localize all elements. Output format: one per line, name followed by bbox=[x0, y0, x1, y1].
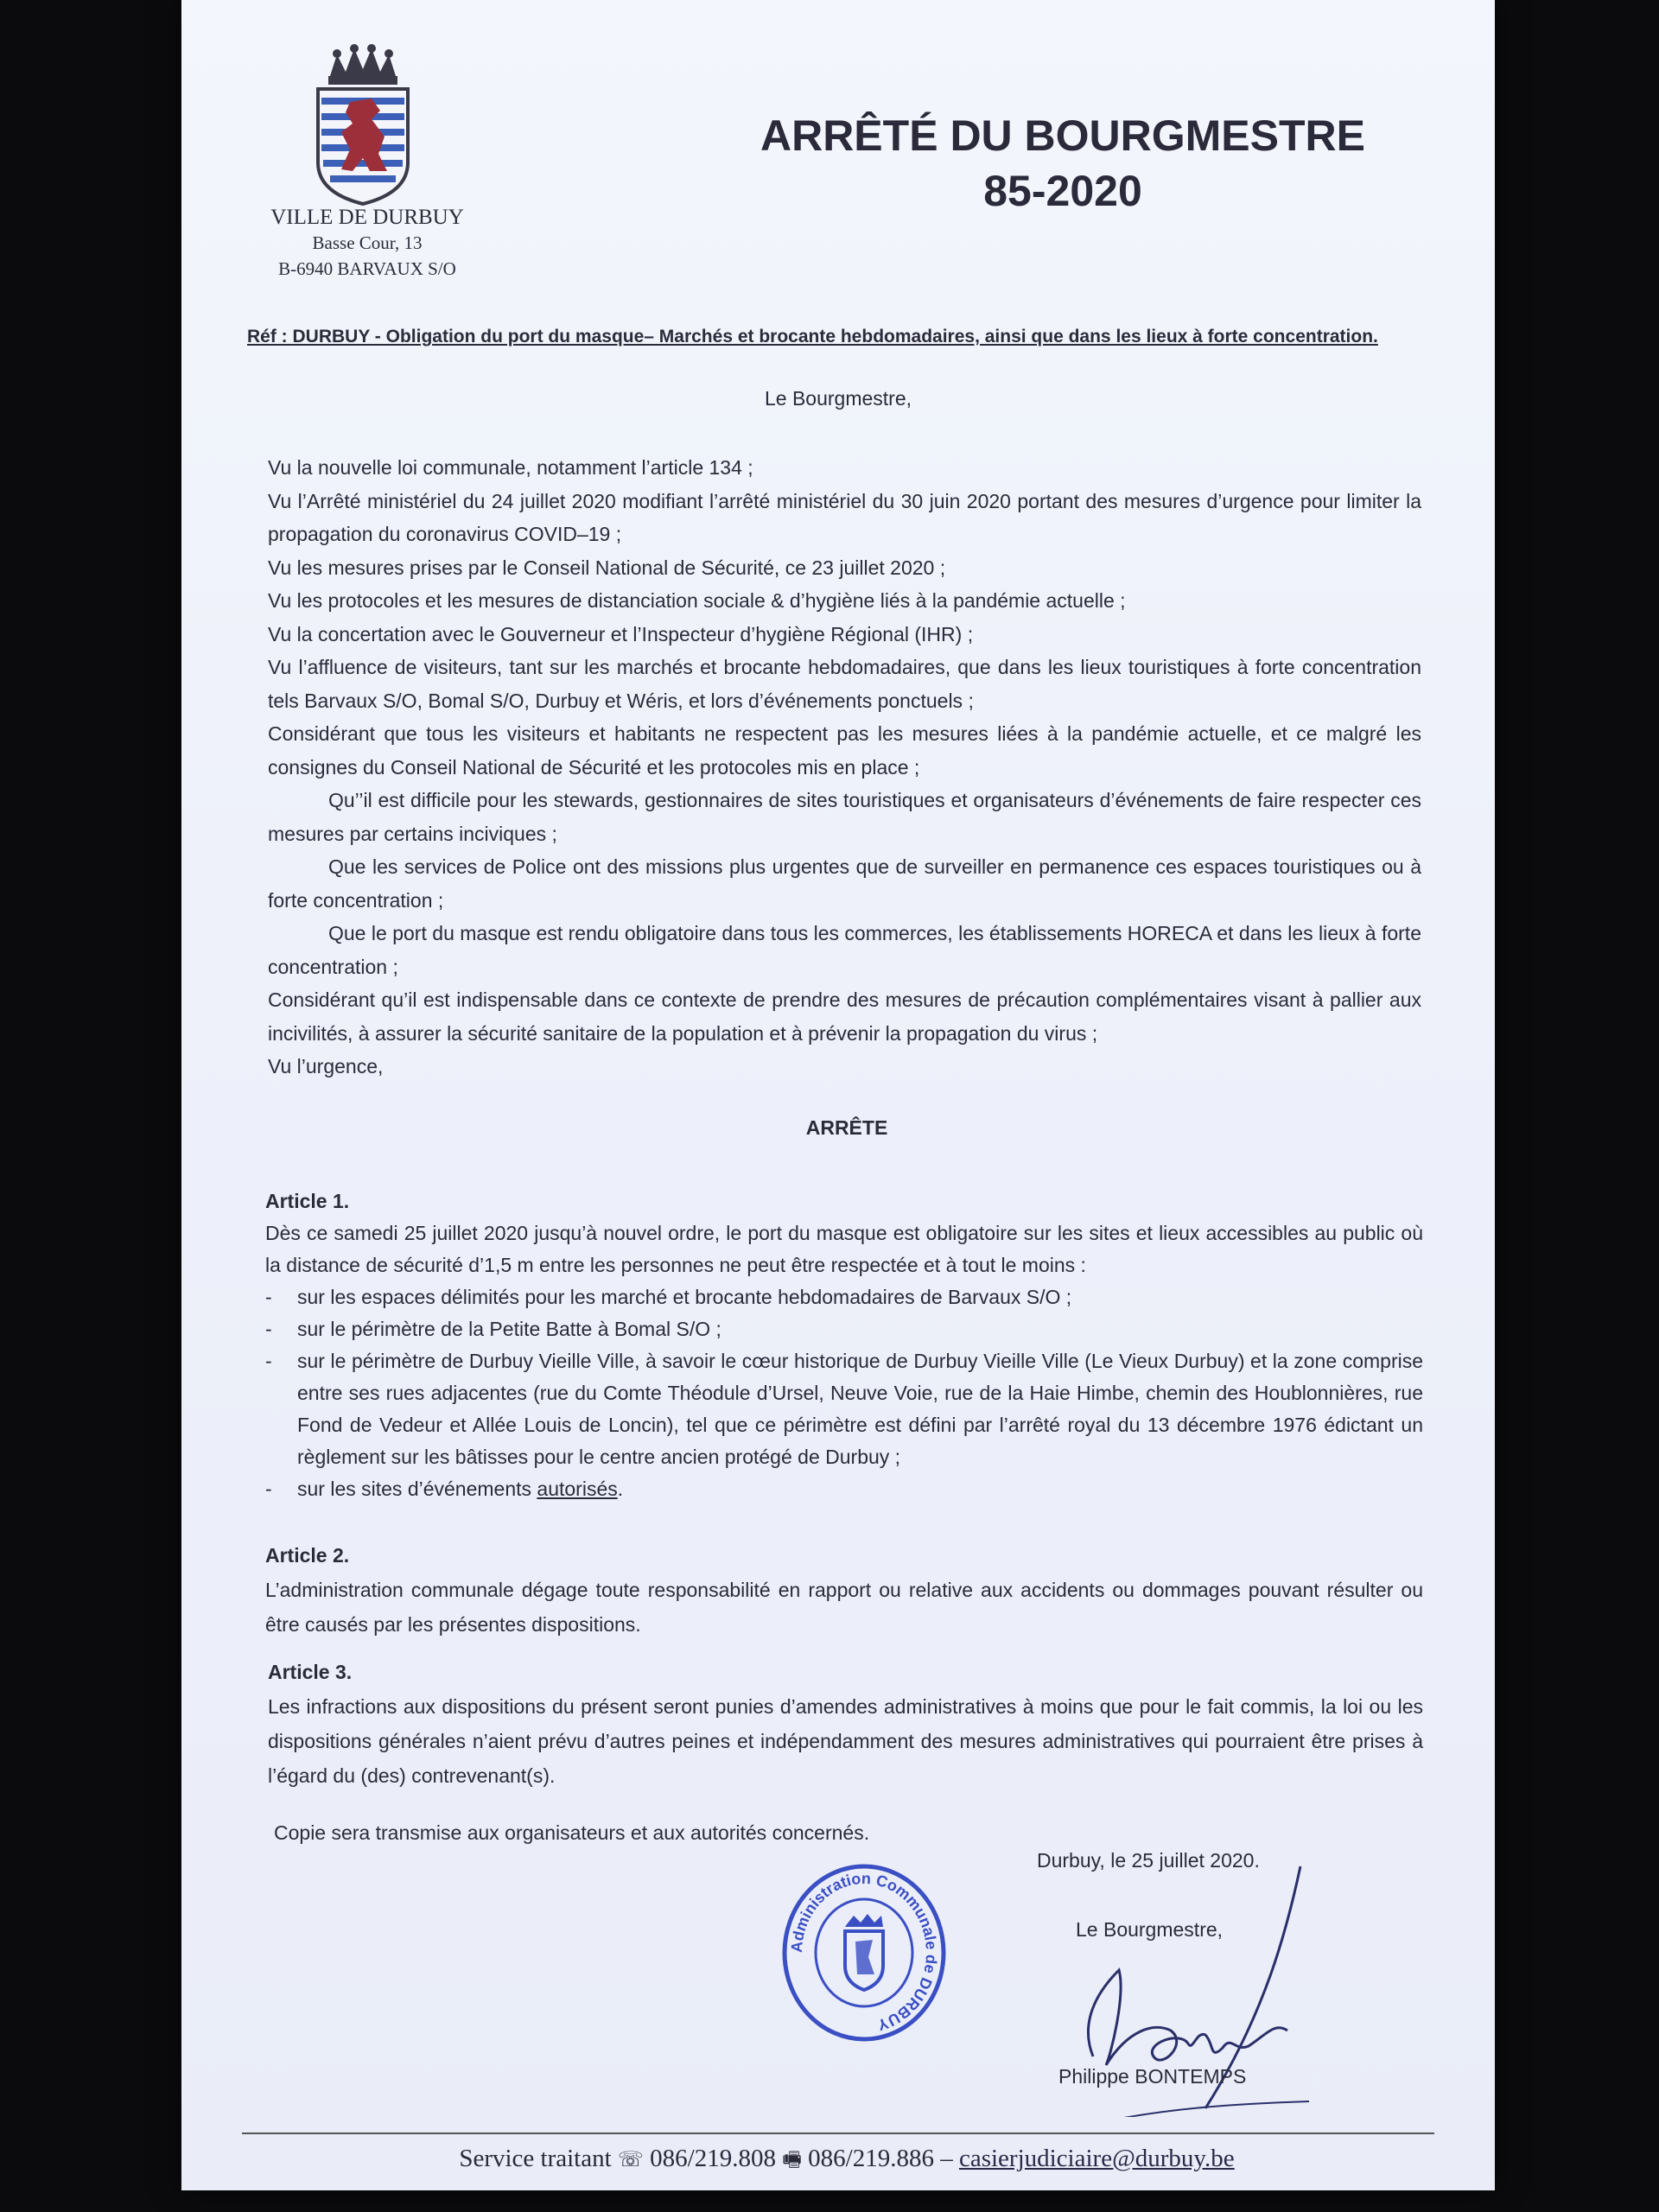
article-1-list bbox=[265, 1281, 1423, 1505]
address-line-2: B-6940 BARVAUX S/O bbox=[278, 258, 456, 279]
address-line-1: Basse Cour, 13 bbox=[312, 232, 423, 253]
list-item bbox=[265, 1281, 1423, 1313]
consideration: Vu l’Arrêté ministériel du 24 juillet 2020 modifiant l’arrêté ministériel du 30 juin 2020 portant des mesures d’urgence pour limiter la propagation du coronavirus COVID–19 ; bbox=[268, 489, 1421, 545]
phone-icon: ☏ bbox=[617, 2147, 644, 2171]
article-3 bbox=[268, 1655, 1423, 1793]
footer-fax: 086/219.886 bbox=[808, 2145, 934, 2172]
list-item bbox=[265, 1313, 1423, 1345]
list-item bbox=[265, 1345, 1423, 1473]
consideration: Que le port du masque est rendu obligatoire dans tous les commerces, les établissements HORECA et dans les lieux à forte concentration ; bbox=[268, 922, 1421, 978]
article-2-heading: Article 2. bbox=[265, 1544, 350, 1567]
place-date: Durbuy, le 25 juillet 2020. bbox=[1037, 1849, 1260, 1872]
list-item-text: sur le périmètre de Durbuy Vieille Ville, à savoir le cœur historique de Durbuy Vieille Ville (Le Vieux Durbuy) et la zone comprise entre ses rues adjacentes (rue du Comte Théodule d’Ursel, Neuve Voie, rue de la Haie Himbe, chemin des Houblonnières, rue Fond de Vedeur et Allée Louis de Loncin), tel que ce périmètre est défini par l’arrêté royal du 13 décembre 1976 édictant un règlement sur les bâtisses pour le centre ancien protégé de Durbuy ; bbox=[297, 1350, 1423, 1468]
dash-bullet: - bbox=[265, 1318, 272, 1340]
greeting: Le Bourgmestre, bbox=[764, 387, 912, 410]
list-item-text: sur les espaces délimités pour les marché et brocante hebdomadaires de Barvaux S/O ; bbox=[297, 1286, 1072, 1308]
dash-bullet: - bbox=[265, 1286, 272, 1308]
reference-line: Réf : DURBUY - Obligation du port du masque– Marchés et brocante hebdomadaires, ainsi que dans les lieux à forte concentration. bbox=[247, 327, 1378, 346]
consideration: Vu les protocoles et les mesures de distanciation sociale & d’hygiène liés à la pandémie actuelle ; bbox=[268, 589, 1126, 612]
footer-email-link[interactable]: casierjudiciaire@durbuy.be bbox=[958, 2145, 1235, 2172]
dash-bullet: - bbox=[265, 1350, 272, 1372]
official-stamp-icon bbox=[778, 1862, 950, 2044]
consideration: Considérant que tous les visiteurs et habitants ne respectent pas les mesures liées à la pandémie actuelle, et ce malgré les consignes du Conseil National de Sécurité et les protocoles mis en place ; bbox=[268, 722, 1421, 779]
footer-label: Service traitant bbox=[459, 2145, 612, 2172]
article-2-text: L’administration communale dégage toute responsabilité en rapport ou relative aux accidents ou dommages pouvant résulter ou être causés par les présentes dispositions. bbox=[265, 1579, 1423, 1636]
list-item-end: . bbox=[617, 1478, 624, 1500]
consideration: Considérant qu’il est indispensable dans ce contexte de prendre des mesures de précaution complémentaires visant à pallier aux incivilités, à assurer la sécurité sanitaire de la population et à prévenir la propagation du virus ; bbox=[268, 988, 1421, 1045]
article-3-text: Les infractions aux dispositions du présent seront punies d’amendes administratives à moins que pour le fait commis, la loi ou les dispositions générales n’aient prévu d’autres peines et indépendamment des mesures administratives qui pourraient être prises à l’égard du (des) contrevenant(s). bbox=[268, 1695, 1423, 1787]
title-line-1: ARRÊTÉ DU BOURGMESTRE bbox=[760, 111, 1366, 160]
considerations bbox=[268, 451, 1421, 1084]
title-line-2: 85-2020 bbox=[983, 167, 1142, 215]
consideration: Qu’’il est difficile pour les stewards, gestionnaires de sites touristiques et organisateurs d’événements de faire respecter ces mesures par certains inciviques ; bbox=[268, 789, 1421, 845]
fax-icon: 🖷 bbox=[782, 2147, 802, 2171]
consideration: Vu l’affluence de visiteurs, tant sur les marchés et brocante hebdomadaires, que dans les lieux touristiques à forte concentration tels Barvaux S/O, Bomal S/O, Durbuy et Wéris, et lors d’événements ponctuels ; bbox=[268, 656, 1421, 712]
document-title bbox=[734, 108, 1391, 219]
consideration: Vu la concertation avec le Gouverneur et l’Inspecteur d’hygiène Régional (IHR) ; bbox=[268, 622, 974, 645]
copy-note: Copie sera transmise aux organisateurs et aux autorités concernés. bbox=[274, 1821, 870, 1844]
stamp-text: Administration Communale de DURBUY bbox=[787, 1869, 941, 2034]
footer-divider bbox=[242, 2133, 1434, 2134]
consideration: Vu l’urgence, bbox=[268, 1055, 384, 1077]
organization-name: VILLE DE DURBUY bbox=[270, 206, 464, 229]
article-1 bbox=[265, 1185, 1423, 1505]
list-item-text: sur les sites d’événements bbox=[297, 1478, 537, 1500]
consideration: Vu la nouvelle loi communale, notamment l’article 134 ; bbox=[268, 456, 753, 479]
article-1-heading: Article 1. bbox=[265, 1190, 350, 1212]
mayor-title: Le Bourgmestre, bbox=[1076, 1918, 1224, 1941]
list-item bbox=[265, 1473, 1423, 1505]
underlined-word: autorisés bbox=[537, 1478, 618, 1500]
footer-separator: – bbox=[940, 2145, 953, 2172]
article-1-intro: Dès ce samedi 25 juillet 2020 jusqu’à nouvel ordre, le port du masque est obligatoire sur les sites et lieux accessibles au public où la distance de sécurité d’1,5 m entre les personnes ne peut être respectée et à tout le moins : bbox=[265, 1222, 1423, 1276]
article-2 bbox=[265, 1538, 1423, 1642]
footer bbox=[181, 2145, 1512, 2180]
consideration: Que les services de Police ont des missions plus urgentes que de surveiller en permanence ces espaces touristiques ou à forte concentration ; bbox=[268, 855, 1421, 912]
article-3-heading: Article 3. bbox=[268, 1661, 353, 1683]
footer-phone: 086/219.808 bbox=[650, 2145, 776, 2172]
signatory-name: Philippe BONTEMPS bbox=[1058, 2065, 1247, 2088]
organization-block bbox=[264, 206, 471, 282]
list-item-text: sur le périmètre de la Petite Batte à Bomal S/O ; bbox=[297, 1318, 721, 1340]
document-page bbox=[181, 0, 1495, 2190]
decision-heading: ARRÊTE bbox=[805, 1116, 888, 1139]
consideration: Vu les mesures prises par le Conseil National de Sécurité, ce 23 juillet 2020 ; bbox=[268, 556, 946, 579]
dash-bullet: - bbox=[265, 1478, 272, 1500]
municipal-crest-icon bbox=[311, 41, 415, 206]
